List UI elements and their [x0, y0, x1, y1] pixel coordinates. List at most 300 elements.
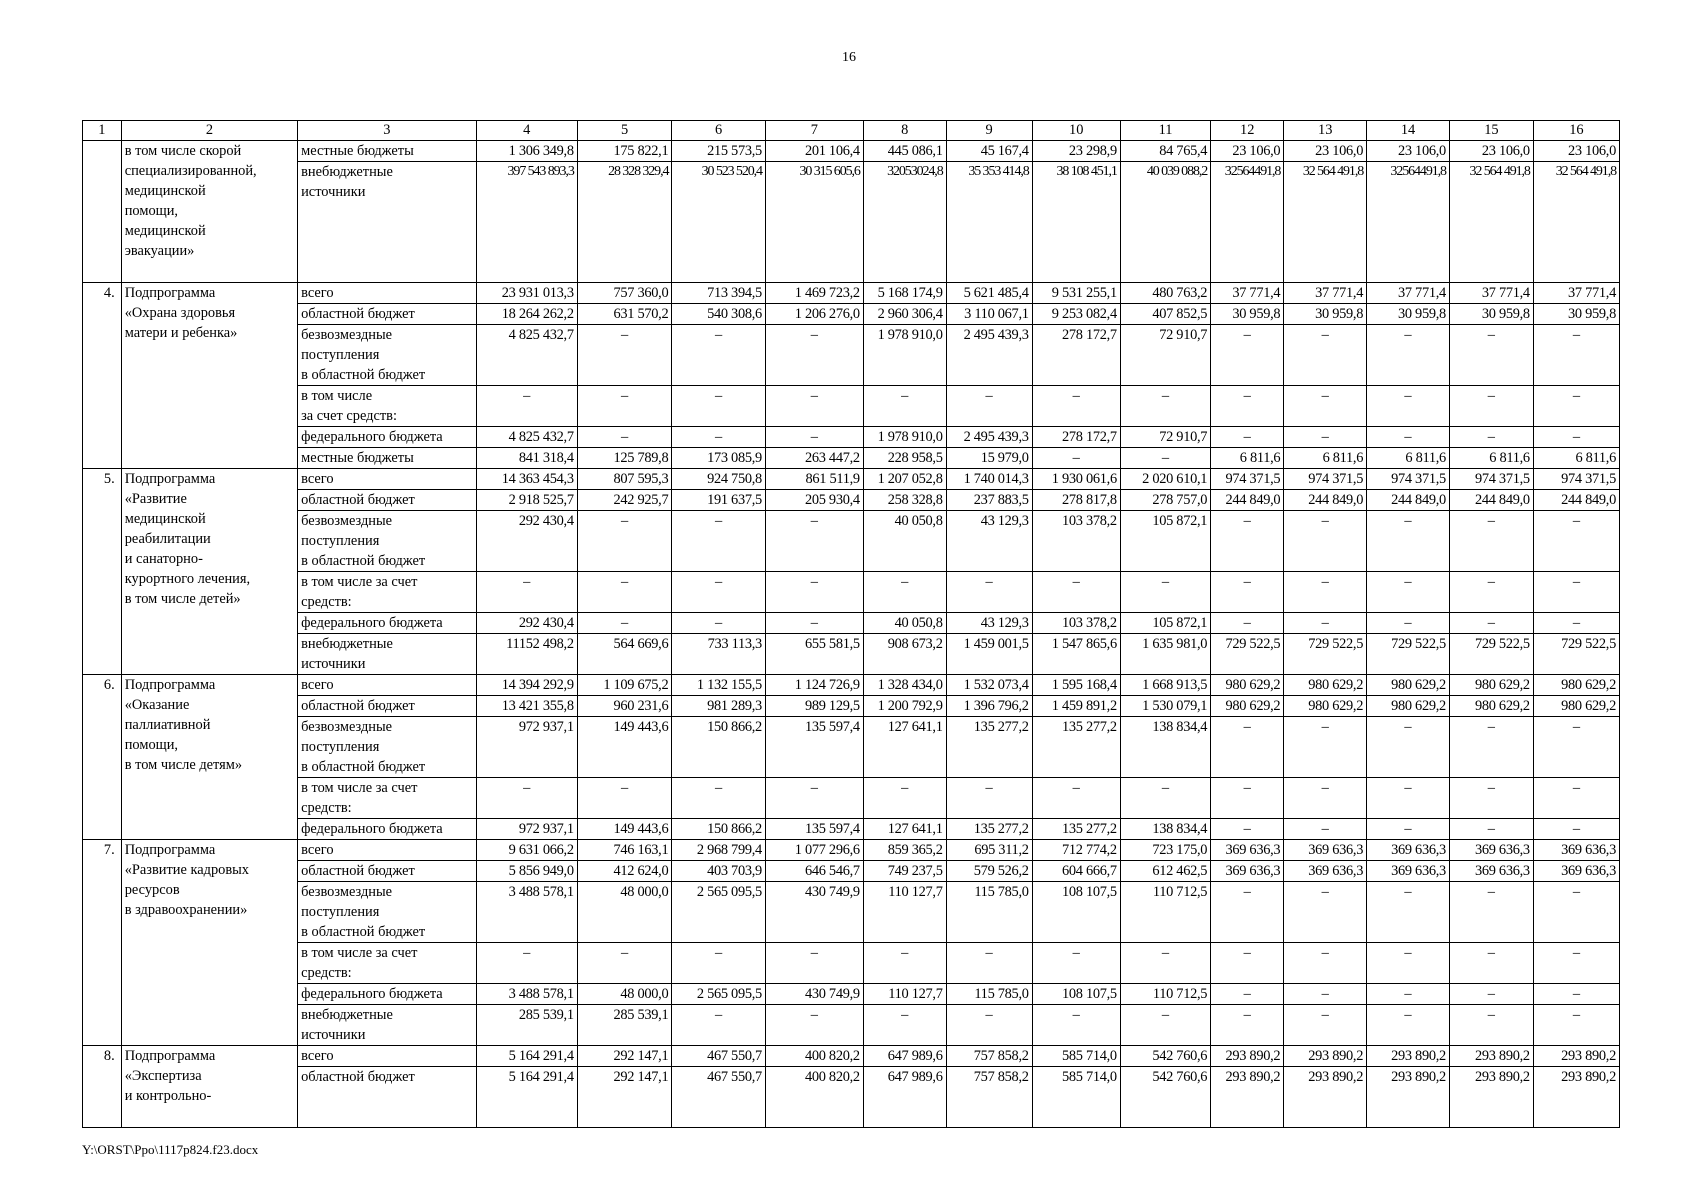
- funding-source-line: [301, 242, 473, 262]
- value-cell: 2 968 799,4: [672, 840, 766, 861]
- value-cell: 175 822,1: [577, 141, 672, 162]
- funding-source-line: средств:: [301, 594, 352, 610]
- table-row: [83, 386, 1620, 427]
- funding-source-line: в областной бюджет: [301, 553, 426, 569]
- value-cell: –: [765, 427, 863, 448]
- value-cell: 1 547 865,6: [1032, 634, 1120, 675]
- value-cell: –: [1367, 325, 1450, 386]
- header-cell: 15: [1449, 121, 1533, 141]
- value-cell: 723 175,0: [1120, 840, 1210, 861]
- table-row: [83, 943, 1620, 984]
- funding-source-label: [298, 778, 477, 819]
- value-cell: 1 635 981,0: [1120, 634, 1210, 675]
- value-cell: –: [672, 943, 766, 984]
- value-cell: 407 852,5: [1120, 304, 1210, 325]
- value-cell: 13 421 355,8: [476, 696, 577, 717]
- value-cell: 540 308,6: [672, 304, 766, 325]
- value-cell: 127 641,1: [863, 717, 946, 778]
- table-row: [83, 490, 1620, 511]
- value-cell: 149 443,6: [577, 819, 672, 840]
- subprogram-name-line: и санаторно-: [124, 551, 203, 567]
- value-cell: 369 636,3: [1211, 840, 1284, 861]
- subprogram-name-line: медицинской: [124, 183, 206, 199]
- header-cell: 10: [1032, 121, 1120, 141]
- value-cell: 612 462,5: [1120, 861, 1210, 882]
- subprogram-number: 6.: [83, 675, 122, 840]
- value-cell: 403 703,9: [672, 861, 766, 882]
- value-cell: 1 978 910,0: [863, 325, 946, 386]
- value-cell: 972 937,1: [476, 819, 577, 840]
- value-cell: 1 459 891,2: [1032, 696, 1120, 717]
- value-cell: 135 597,4: [765, 819, 863, 840]
- value-cell: –: [1533, 427, 1619, 448]
- value-cell: –: [1449, 511, 1533, 572]
- value-cell: 989 129,5: [765, 696, 863, 717]
- funding-source-line: всего: [301, 677, 334, 693]
- subprogram-name-line: в том числе детям»: [124, 757, 243, 773]
- value-cell: 369 636,3: [1367, 861, 1450, 882]
- value-cell: 5 856 949,0: [476, 861, 577, 882]
- value-cell: 293 890,2: [1284, 1067, 1367, 1128]
- value-cell: –: [1367, 572, 1450, 613]
- funding-source-line: источники: [301, 656, 366, 672]
- value-cell: 150 866,2: [672, 717, 766, 778]
- value-cell: 369 636,3: [1449, 840, 1533, 861]
- value-cell: 6 811,6: [1284, 448, 1367, 469]
- table-row: [83, 840, 1620, 861]
- value-cell: 467 550,7: [672, 1067, 766, 1128]
- value-cell: 278 757,0: [1120, 490, 1210, 511]
- value-cell: –: [765, 1005, 863, 1046]
- subprogram-name-line: «Развитие: [124, 491, 187, 507]
- value-cell: –: [476, 572, 577, 613]
- table-row: [83, 427, 1620, 448]
- value-cell: –: [863, 386, 946, 427]
- value-cell: 974 371,5: [1284, 469, 1367, 490]
- value-cell: –: [1449, 882, 1533, 943]
- value-cell: 412 624,0: [577, 861, 672, 882]
- value-cell: 5 164 291,4: [476, 1067, 577, 1128]
- value-cell: 127 641,1: [863, 819, 946, 840]
- value-cell: –: [1211, 325, 1284, 386]
- funding-source-label: [298, 469, 477, 490]
- value-cell: –: [946, 1005, 1032, 1046]
- value-cell: 244 849,0: [1533, 490, 1619, 511]
- value-cell: 37 771,4: [1367, 283, 1450, 304]
- funding-source-line: местные бюджеты: [301, 143, 414, 159]
- value-cell: 3 488 578,1: [476, 882, 577, 943]
- funding-source-label: [298, 1005, 477, 1046]
- value-cell: 292 430,4: [476, 511, 577, 572]
- value-cell: –: [1533, 984, 1619, 1005]
- value-cell: 263 447,2: [765, 448, 863, 469]
- value-cell: –: [1284, 717, 1367, 778]
- value-cell: 72 910,7: [1120, 427, 1210, 448]
- value-cell: 84 765,4: [1120, 141, 1210, 162]
- value-cell: –: [946, 943, 1032, 984]
- value-cell: 201 106,4: [765, 141, 863, 162]
- value-cell: 135 597,4: [765, 717, 863, 778]
- subprogram-name: [121, 469, 297, 675]
- value-cell: 293 890,2: [1367, 1046, 1450, 1067]
- value-cell: –: [1120, 778, 1210, 819]
- value-cell: –: [946, 386, 1032, 427]
- value-cell: –: [1284, 1005, 1367, 1046]
- value-cell: 215 573,5: [672, 141, 766, 162]
- value-cell: 980 629,2: [1449, 675, 1533, 696]
- table-row: [83, 882, 1620, 943]
- value-cell: 974 371,5: [1211, 469, 1284, 490]
- value-cell: 242 925,7: [577, 490, 672, 511]
- funding-source-label: [298, 819, 477, 840]
- subprogram-name-line: [125, 960, 294, 980]
- subprogram-name-line: «Развитие кадровых: [124, 862, 249, 878]
- value-cell: 647 989,6: [863, 1067, 946, 1128]
- funding-source-line: внебюджетные: [301, 636, 393, 652]
- value-cell: 258 328,8: [863, 490, 946, 511]
- value-cell: 655 581,5: [765, 634, 863, 675]
- table-row: [83, 141, 1620, 162]
- value-cell: 23 106,0: [1533, 141, 1619, 162]
- value-cell: 285 539,1: [476, 1005, 577, 1046]
- value-cell: –: [1211, 943, 1284, 984]
- subprogram-name-line: [125, 649, 294, 669]
- table-row: [83, 675, 1620, 696]
- value-cell: –: [672, 386, 766, 427]
- value-cell: 1 328 434,0: [863, 675, 946, 696]
- subprogram-name-line: [125, 815, 294, 835]
- value-cell: –: [577, 613, 672, 634]
- table-header: [83, 121, 1620, 141]
- value-cell: 23 298,9: [1032, 141, 1120, 162]
- funding-source-line: источники: [301, 184, 366, 200]
- value-cell: 48 000,0: [577, 882, 672, 943]
- page-number: 16: [842, 50, 856, 65]
- funding-source-label: [298, 511, 477, 572]
- value-cell: 972 937,1: [476, 717, 577, 778]
- subprogram-name-line: Подпрограмма: [124, 285, 216, 301]
- value-cell: –: [863, 1005, 946, 1046]
- value-cell: –: [1284, 386, 1367, 427]
- value-cell: 37 771,4: [1211, 283, 1284, 304]
- funding-source-line: внебюджетные: [301, 1007, 393, 1023]
- header-cell: 4: [476, 121, 577, 141]
- funding-source-line: средств:: [301, 800, 352, 816]
- value-cell: –: [1284, 511, 1367, 572]
- value-cell: 293 890,2: [1533, 1067, 1619, 1128]
- value-cell: –: [1032, 572, 1120, 613]
- value-cell: 1 595 168,4: [1032, 675, 1120, 696]
- value-cell: 205 930,4: [765, 490, 863, 511]
- value-cell: 32564491,8: [1367, 162, 1450, 283]
- value-cell: –: [1211, 427, 1284, 448]
- funding-source-line: [301, 1107, 473, 1127]
- value-cell: –: [577, 325, 672, 386]
- header-cell: 16: [1533, 121, 1619, 141]
- value-cell: 2 918 525,7: [476, 490, 577, 511]
- value-cell: –: [863, 572, 946, 613]
- value-cell: 135 277,2: [946, 819, 1032, 840]
- subprogram-name-line: [125, 980, 294, 1000]
- value-cell: 369 636,3: [1533, 861, 1619, 882]
- funding-source-label: [298, 882, 477, 943]
- value-cell: 32564491,8: [1211, 162, 1284, 283]
- subprogram-name-line: ресурсов: [124, 882, 180, 898]
- funding-source-label: [298, 325, 477, 386]
- value-cell: 30 315 605,6: [765, 162, 863, 283]
- value-cell: 125 789,8: [577, 448, 672, 469]
- subprogram-name-line: специализированной,: [124, 163, 257, 179]
- value-cell: –: [1449, 386, 1533, 427]
- value-cell: –: [672, 1005, 766, 1046]
- value-cell: 110 127,7: [863, 984, 946, 1005]
- subprogram-name-line: «Охрана здоровья: [124, 305, 236, 321]
- funding-source-line: источники: [301, 1027, 366, 1043]
- funding-source-line: всего: [301, 1048, 334, 1064]
- subprogram-number: 7.: [83, 840, 122, 1046]
- table-row: [83, 1005, 1620, 1046]
- funding-source-label: [298, 634, 477, 675]
- value-cell: 37 771,4: [1449, 283, 1533, 304]
- value-cell: 585 714,0: [1032, 1046, 1120, 1067]
- value-cell: –: [1533, 511, 1619, 572]
- table-row: [83, 469, 1620, 490]
- value-cell: –: [672, 778, 766, 819]
- value-cell: 4 825 432,7: [476, 325, 577, 386]
- value-cell: –: [1032, 1005, 1120, 1046]
- funding-source-label: [298, 675, 477, 696]
- value-cell: –: [1533, 572, 1619, 613]
- funding-source-label: [298, 490, 477, 511]
- table-row: [83, 572, 1620, 613]
- value-cell: 11152 498,2: [476, 634, 577, 675]
- subprogram-number: 5.: [83, 469, 122, 675]
- value-cell: 293 890,2: [1449, 1067, 1533, 1128]
- value-cell: 1 206 276,0: [765, 304, 863, 325]
- value-cell: –: [1449, 717, 1533, 778]
- subprogram-name: [121, 1046, 297, 1128]
- value-cell: 1 930 061,6: [1032, 469, 1120, 490]
- subprogram-name-line: медицинской: [124, 511, 206, 527]
- value-cell: 2 565 095,5: [672, 984, 766, 1005]
- value-cell: –: [1284, 427, 1367, 448]
- value-cell: 400 820,2: [765, 1046, 863, 1067]
- value-cell: 564 669,6: [577, 634, 672, 675]
- funding-source-line: внебюджетные: [301, 164, 393, 180]
- funding-source-line: за счет средств:: [301, 408, 397, 424]
- file-path-footer: Y:\ORST\Ppo\1117p824.f23.docx: [82, 1142, 259, 1157]
- value-cell: 1 740 014,3: [946, 469, 1032, 490]
- subprogram-name-line: [125, 629, 294, 649]
- value-cell: 244 849,0: [1449, 490, 1533, 511]
- subprogram-name-line: [125, 1000, 294, 1020]
- value-cell: 729 522,5: [1367, 634, 1450, 675]
- funding-source-label: [298, 427, 477, 448]
- header-cell: 14: [1367, 121, 1450, 141]
- value-cell: –: [1211, 386, 1284, 427]
- value-cell: 647 989,6: [863, 1046, 946, 1067]
- value-cell: 757 858,2: [946, 1046, 1032, 1067]
- value-cell: 1 207 052,8: [863, 469, 946, 490]
- value-cell: 6 811,6: [1533, 448, 1619, 469]
- value-cell: –: [946, 572, 1032, 613]
- value-cell: 9 531 255,1: [1032, 283, 1120, 304]
- value-cell: 23 106,0: [1284, 141, 1367, 162]
- value-cell: 1 077 296,6: [765, 840, 863, 861]
- value-cell: 37 771,4: [1533, 283, 1619, 304]
- value-cell: –: [765, 778, 863, 819]
- value-cell: –: [863, 943, 946, 984]
- subprogram-name-line: в том числе скорой: [124, 143, 242, 159]
- table-row: [83, 778, 1620, 819]
- funding-source-line: областной бюджет: [301, 698, 415, 714]
- value-cell: 23 106,0: [1211, 141, 1284, 162]
- value-cell: 369 636,3: [1533, 840, 1619, 861]
- value-cell: 278 817,8: [1032, 490, 1120, 511]
- funding-source-line: [301, 222, 473, 242]
- value-cell: –: [476, 386, 577, 427]
- funding-source-label: [298, 572, 477, 613]
- value-cell: 150 866,2: [672, 819, 766, 840]
- value-cell: 173 085,9: [672, 448, 766, 469]
- funding-source-line: областной бюджет: [301, 306, 415, 322]
- value-cell: 980 629,2: [1533, 696, 1619, 717]
- funding-source-line: поступления: [301, 739, 380, 755]
- value-cell: 4 825 432,7: [476, 427, 577, 448]
- header-cell: 11: [1120, 121, 1210, 141]
- value-cell: –: [1032, 778, 1120, 819]
- value-cell: 292 147,1: [577, 1067, 672, 1128]
- value-cell: 32053024,8: [863, 162, 946, 283]
- value-cell: 467 550,7: [672, 1046, 766, 1067]
- value-cell: –: [1211, 572, 1284, 613]
- value-cell: –: [1211, 819, 1284, 840]
- value-cell: –: [765, 572, 863, 613]
- value-cell: –: [1211, 778, 1284, 819]
- value-cell: –: [765, 325, 863, 386]
- funding-source-line: безвозмездные: [301, 719, 393, 735]
- value-cell: 2 495 439,3: [946, 325, 1032, 386]
- funding-source-line: безвозмездные: [301, 513, 393, 529]
- table-row: [83, 717, 1620, 778]
- value-cell: 30 959,8: [1284, 304, 1367, 325]
- value-cell: 729 522,5: [1211, 634, 1284, 675]
- value-cell: 18 264 262,2: [476, 304, 577, 325]
- value-cell: 980 629,2: [1211, 696, 1284, 717]
- value-cell: 445 086,1: [863, 141, 946, 162]
- value-cell: 908 673,2: [863, 634, 946, 675]
- funding-source-line: безвозмездные: [301, 327, 393, 343]
- header-cell: 8: [863, 121, 946, 141]
- value-cell: –: [1211, 882, 1284, 943]
- subprogram-name-line: помощи,: [124, 203, 179, 219]
- table-row: [83, 1067, 1620, 1128]
- value-cell: –: [1284, 943, 1367, 984]
- value-cell: 974 371,5: [1367, 469, 1450, 490]
- value-cell: 1 459 001,5: [946, 634, 1032, 675]
- value-cell: –: [1211, 1005, 1284, 1046]
- subprogram-name: [121, 675, 297, 840]
- value-cell: 23 106,0: [1449, 141, 1533, 162]
- subprogram-name-line: реабилитации: [124, 531, 211, 547]
- value-cell: 729 522,5: [1449, 634, 1533, 675]
- value-cell: –: [1284, 882, 1367, 943]
- value-cell: 191 637,5: [672, 490, 766, 511]
- subprogram-name-line: [125, 423, 294, 443]
- value-cell: 369 636,3: [1449, 861, 1533, 882]
- value-cell: –: [1120, 448, 1210, 469]
- value-cell: 1 132 155,5: [672, 675, 766, 696]
- subprogram-name-line: [125, 403, 294, 423]
- table-row: [83, 696, 1620, 717]
- value-cell: 138 834,4: [1120, 717, 1210, 778]
- value-cell: 237 883,5: [946, 490, 1032, 511]
- subprogram-name-line: Подпрограмма: [124, 842, 216, 858]
- value-cell: 631 570,2: [577, 304, 672, 325]
- value-cell: 30 959,8: [1211, 304, 1284, 325]
- subprogram-name-line: медицинской: [124, 223, 206, 239]
- value-cell: –: [1449, 943, 1533, 984]
- value-cell: 103 378,2: [1032, 613, 1120, 634]
- value-cell: –: [1211, 984, 1284, 1005]
- value-cell: 1 200 792,9: [863, 696, 946, 717]
- funding-source-line: поступления: [301, 347, 380, 363]
- value-cell: 278 172,7: [1032, 325, 1120, 386]
- funding-source-label: [298, 984, 477, 1005]
- value-cell: –: [1284, 613, 1367, 634]
- value-cell: 430 749,9: [765, 984, 863, 1005]
- value-cell: –: [1449, 984, 1533, 1005]
- value-cell: –: [863, 778, 946, 819]
- value-cell: –: [1533, 717, 1619, 778]
- value-cell: –: [1367, 984, 1450, 1005]
- funding-source-line: всего: [301, 842, 334, 858]
- value-cell: 980 629,2: [1367, 675, 1450, 696]
- value-cell: 43 129,3: [946, 613, 1032, 634]
- value-cell: 38 108 451,1: [1032, 162, 1120, 283]
- value-cell: 40 050,8: [863, 613, 946, 634]
- value-cell: 45 167,4: [946, 141, 1032, 162]
- value-cell: 981 289,3: [672, 696, 766, 717]
- header-cell: 3: [298, 121, 477, 141]
- value-cell: –: [1449, 325, 1533, 386]
- value-cell: –: [765, 613, 863, 634]
- header-cell: 12: [1211, 121, 1284, 141]
- table-row: [83, 1046, 1620, 1067]
- value-cell: 14 363 454,3: [476, 469, 577, 490]
- value-cell: 1 978 910,0: [863, 427, 946, 448]
- value-cell: 35 353 414,8: [946, 162, 1032, 283]
- value-cell: –: [577, 572, 672, 613]
- value-cell: –: [577, 511, 672, 572]
- table-row: [83, 162, 1620, 283]
- funding-source-line: в областной бюджет: [301, 367, 426, 383]
- subprogram-name-line: Подпрограмма: [124, 471, 216, 487]
- value-cell: –: [476, 943, 577, 984]
- value-cell: 5 168 174,9: [863, 283, 946, 304]
- value-cell: –: [1120, 386, 1210, 427]
- value-cell: 974 371,5: [1449, 469, 1533, 490]
- value-cell: 1 469 723,2: [765, 283, 863, 304]
- value-cell: 244 849,0: [1367, 490, 1450, 511]
- value-cell: 293 890,2: [1284, 1046, 1367, 1067]
- funding-source-line: местные бюджеты: [301, 450, 414, 466]
- value-cell: –: [1211, 717, 1284, 778]
- value-cell: 293 890,2: [1449, 1046, 1533, 1067]
- value-cell: 108 107,5: [1032, 882, 1120, 943]
- value-cell: 3 488 578,1: [476, 984, 577, 1005]
- value-cell: 729 522,5: [1533, 634, 1619, 675]
